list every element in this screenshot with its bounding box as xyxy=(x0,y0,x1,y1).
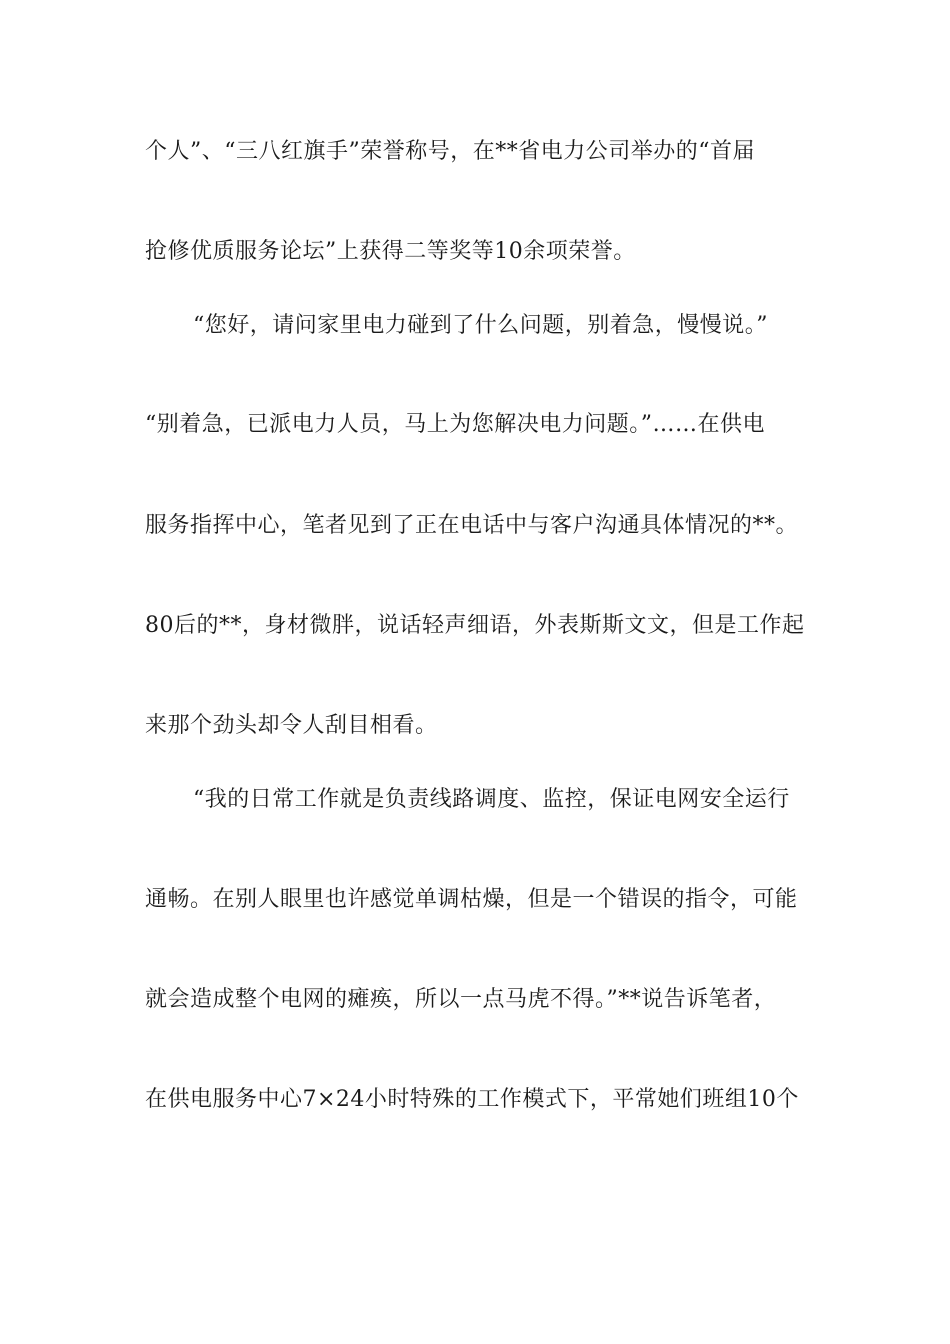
paragraph-first-line: “我的日常工作就是负责线路调度、监控，保证电网安全运行 xyxy=(193,787,790,812)
text-line: 个人”、“三八红旗手”荣誉称号，在**省电力公司举办的“首届 xyxy=(145,139,755,164)
text-line: 就会造成整个电网的瘫痪，所以一点马虎不得。”**说告诉笔者， xyxy=(145,987,777,1012)
paragraph-first-line: “您好，请问家里电力碰到了什么问题，别着急，慢慢说。” xyxy=(193,313,768,338)
text-line: 通畅。在别人眼里也许感觉单调枯燥，但是一个错误的指令，可能 xyxy=(145,887,798,912)
text-line: 来那个劲头却令人刮目相看。 xyxy=(145,713,438,738)
text-line: 服务指挥中心，笔者见到了正在电话中与客户沟通具体情况的**。 xyxy=(145,513,799,538)
text-line: “别着急，已派电力人员，马上为您解决电力问题。”……在供电 xyxy=(145,412,765,437)
text-line: 80后的**，身材微胖，说话轻声细语，外表斯斯文文，但是工作起 xyxy=(145,613,805,638)
text-line: 在供电服务中心7×24小时特殊的工作模式下，平常她们班组10个 xyxy=(145,1087,799,1112)
text-line: 抢修优质服务论坛”上获得二等奖等10余项荣誉。 xyxy=(145,239,636,264)
